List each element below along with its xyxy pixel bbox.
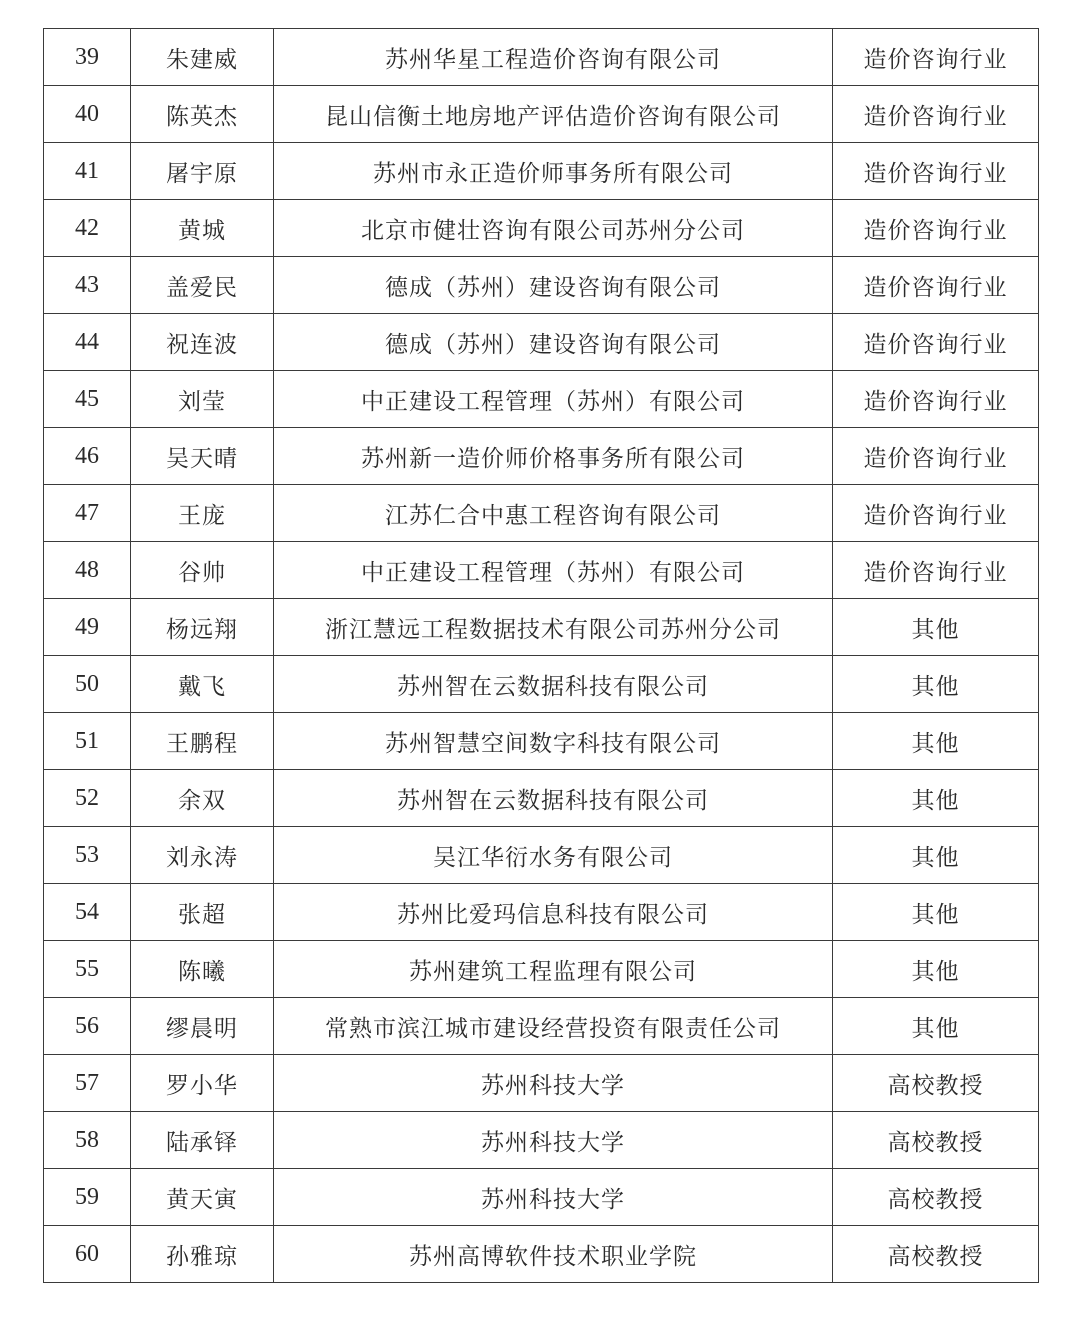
- cell-number: 48: [44, 542, 131, 599]
- cell-name: 黄城: [131, 200, 274, 257]
- cell-name: 王鹏程: [131, 713, 274, 770]
- cell-number: 52: [44, 770, 131, 827]
- cell-number: 39: [44, 29, 131, 86]
- table-row: [44, 542, 1039, 599]
- cell-organization: 中正建设工程管理（苏州）有限公司: [274, 542, 833, 599]
- cell-number: 55: [44, 941, 131, 998]
- cell-name: 余双: [131, 770, 274, 827]
- cell-category: 其他: [833, 713, 1039, 770]
- table-row: [44, 998, 1039, 1055]
- cell-category: 其他: [833, 827, 1039, 884]
- cell-number: 47: [44, 485, 131, 542]
- cell-category: 造价咨询行业: [833, 257, 1039, 314]
- cell-category: 造价咨询行业: [833, 200, 1039, 257]
- cell-number: 41: [44, 143, 131, 200]
- table-row: [44, 713, 1039, 770]
- cell-number: 46: [44, 428, 131, 485]
- cell-organization: 德成（苏州）建设咨询有限公司: [274, 314, 833, 371]
- cell-category: 其他: [833, 884, 1039, 941]
- cell-organization: 吴江华衍水务有限公司: [274, 827, 833, 884]
- cell-number: 49: [44, 599, 131, 656]
- member-list-table: [43, 28, 1039, 1283]
- table-row: [44, 428, 1039, 485]
- cell-name: 陈英杰: [131, 86, 274, 143]
- cell-name: 杨远翔: [131, 599, 274, 656]
- cell-number: 53: [44, 827, 131, 884]
- cell-category: 造价咨询行业: [833, 542, 1039, 599]
- cell-name: 盖爱民: [131, 257, 274, 314]
- cell-category: 造价咨询行业: [833, 485, 1039, 542]
- cell-number: 57: [44, 1055, 131, 1112]
- cell-number: 43: [44, 257, 131, 314]
- cell-number: 50: [44, 656, 131, 713]
- cell-category: 其他: [833, 656, 1039, 713]
- cell-name: 戴飞: [131, 656, 274, 713]
- table-row: [44, 656, 1039, 713]
- cell-organization: 苏州新一造价师价格事务所有限公司: [274, 428, 833, 485]
- cell-organization: 苏州科技大学: [274, 1169, 833, 1226]
- table-row: [44, 884, 1039, 941]
- cell-number: 51: [44, 713, 131, 770]
- table-row: [44, 1055, 1039, 1112]
- cell-number: 59: [44, 1169, 131, 1226]
- cell-category: 高校教授: [833, 1226, 1039, 1283]
- cell-name: 刘永涛: [131, 827, 274, 884]
- cell-organization: 昆山信衡土地房地产评估造价咨询有限公司: [274, 86, 833, 143]
- cell-name: 陈曦: [131, 941, 274, 998]
- cell-number: 58: [44, 1112, 131, 1169]
- cell-category: 造价咨询行业: [833, 29, 1039, 86]
- cell-category: 造价咨询行业: [833, 86, 1039, 143]
- table-row: [44, 1169, 1039, 1226]
- table-row: [44, 827, 1039, 884]
- table-row: [44, 314, 1039, 371]
- cell-category: 造价咨询行业: [833, 143, 1039, 200]
- cell-name: 缪晨明: [131, 998, 274, 1055]
- table-row: [44, 371, 1039, 428]
- cell-organization: 苏州建筑工程监理有限公司: [274, 941, 833, 998]
- cell-category: 高校教授: [833, 1055, 1039, 1112]
- cell-name: 刘莹: [131, 371, 274, 428]
- cell-name: 屠宇原: [131, 143, 274, 200]
- cell-name: 孙雅琼: [131, 1226, 274, 1283]
- cell-organization: 苏州智在云数据科技有限公司: [274, 770, 833, 827]
- cell-number: 42: [44, 200, 131, 257]
- cell-organization: 苏州科技大学: [274, 1055, 833, 1112]
- table-row: [44, 770, 1039, 827]
- cell-organization: 苏州高博软件技术职业学院: [274, 1226, 833, 1283]
- cell-organization: 苏州比爱玛信息科技有限公司: [274, 884, 833, 941]
- cell-number: 40: [44, 86, 131, 143]
- cell-organization: 浙江慧远工程数据技术有限公司苏州分公司: [274, 599, 833, 656]
- cell-name: 黄天寅: [131, 1169, 274, 1226]
- cell-category: 造价咨询行业: [833, 371, 1039, 428]
- cell-organization: 德成（苏州）建设咨询有限公司: [274, 257, 833, 314]
- cell-number: 56: [44, 998, 131, 1055]
- table-row: [44, 200, 1039, 257]
- cell-organization: 苏州市永正造价师事务所有限公司: [274, 143, 833, 200]
- cell-category: 其他: [833, 770, 1039, 827]
- cell-name: 张超: [131, 884, 274, 941]
- table-row: [44, 599, 1039, 656]
- cell-name: 罗小华: [131, 1055, 274, 1112]
- cell-number: 44: [44, 314, 131, 371]
- table-row: [44, 86, 1039, 143]
- cell-organization: 常熟市滨江城市建设经营投资有限责任公司: [274, 998, 833, 1055]
- table-row: [44, 257, 1039, 314]
- cell-name: 吴天晴: [131, 428, 274, 485]
- table-row: [44, 485, 1039, 542]
- table-row: [44, 1226, 1039, 1283]
- cell-organization: 苏州智慧空间数字科技有限公司: [274, 713, 833, 770]
- cell-number: 54: [44, 884, 131, 941]
- cell-organization: 中正建设工程管理（苏州）有限公司: [274, 371, 833, 428]
- cell-category: 其他: [833, 998, 1039, 1055]
- cell-name: 谷帅: [131, 542, 274, 599]
- cell-organization: 苏州智在云数据科技有限公司: [274, 656, 833, 713]
- cell-category: 造价咨询行业: [833, 428, 1039, 485]
- cell-organization: 江苏仁合中惠工程咨询有限公司: [274, 485, 833, 542]
- table-row: [44, 29, 1039, 86]
- cell-number: 45: [44, 371, 131, 428]
- cell-category: 高校教授: [833, 1169, 1039, 1226]
- cell-category: 高校教授: [833, 1112, 1039, 1169]
- cell-organization: 北京市健壮咨询有限公司苏州分公司: [274, 200, 833, 257]
- table-row: [44, 1112, 1039, 1169]
- cell-name: 陆承铎: [131, 1112, 274, 1169]
- cell-name: 祝连波: [131, 314, 274, 371]
- cell-name: 朱建威: [131, 29, 274, 86]
- cell-number: 60: [44, 1226, 131, 1283]
- cell-name: 王庞: [131, 485, 274, 542]
- cell-organization: 苏州华星工程造价咨询有限公司: [274, 29, 833, 86]
- table-body: [44, 29, 1039, 1283]
- table-row: [44, 143, 1039, 200]
- cell-organization: 苏州科技大学: [274, 1112, 833, 1169]
- cell-category: 其他: [833, 599, 1039, 656]
- table-row: [44, 941, 1039, 998]
- cell-category: 造价咨询行业: [833, 314, 1039, 371]
- cell-category: 其他: [833, 941, 1039, 998]
